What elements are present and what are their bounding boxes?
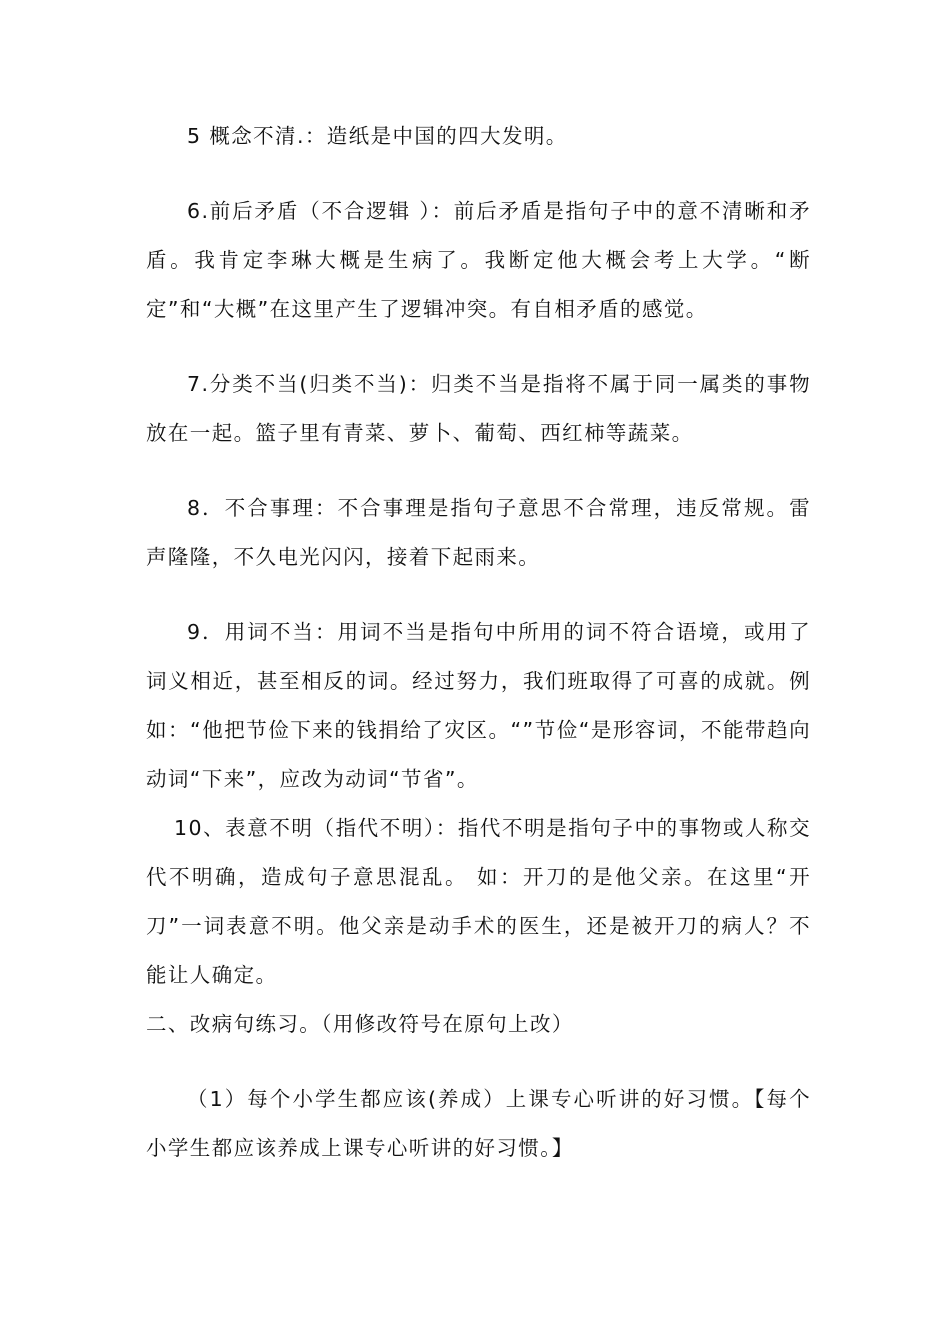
exercise-item-1: （1）每个小学生都应该(养成）上课专心听讲的好习惯。【每个小学生都应该养成上课专心听讲的好习惯。】 — [146, 1087, 811, 1160]
paragraph-concept-unclear: 5 概念不清.：造纸是中国的四大发明。 — [187, 124, 568, 148]
paragraph-unclear-reference: 10、表意不明（指代不明）：指代不明是指句子中的事物或人称交代不明确，造成句子意思混乱。 如：开刀的是他父亲。在这里“开刀”一词表意不明。他父亲是动手术的医生，还是被开刀的病人？不能让人确定。 — [146, 816, 811, 987]
paragraph-contradiction: 6.前后矛盾（不合逻辑 ）：前后矛盾是指句子中的意不清晰和矛盾。我肯定李琳大概是生病了。我断定他大概会考上大学。“断定”和“大概”在这里产生了逻辑冲突。有自相矛盾的感觉。 — [146, 199, 811, 321]
paragraph-improper-wording: 9．用词不当：用词不当是指句中所用的词不符合语境，或用了词义相近，甚至相反的词。经过努力，我们班取得了可喜的成就。例如：“他把节俭下来的钱捐给了灾区。“”节俭“是形容词，不能带趋向动词“下来”，应改为动词“节省”。 — [146, 620, 811, 791]
document-body — [146, 112, 811, 1173]
section-heading-exercise: 二、改病句练习。（用修改符号在原句上改） — [146, 1012, 574, 1036]
paragraph-unreasonable: 8．不合事理：不合事理是指句子意思不合常理，违反常规。雷声隆隆，不久电光闪闪，接着下起雨来。 — [146, 496, 811, 569]
paragraph-improper-classification: 7.分类不当(归类不当)：归类不当是指将不属于同一属类的事物放在一起。篮子里有青菜、萝卜、葡萄、西红柿等蔬菜。 — [146, 372, 811, 445]
